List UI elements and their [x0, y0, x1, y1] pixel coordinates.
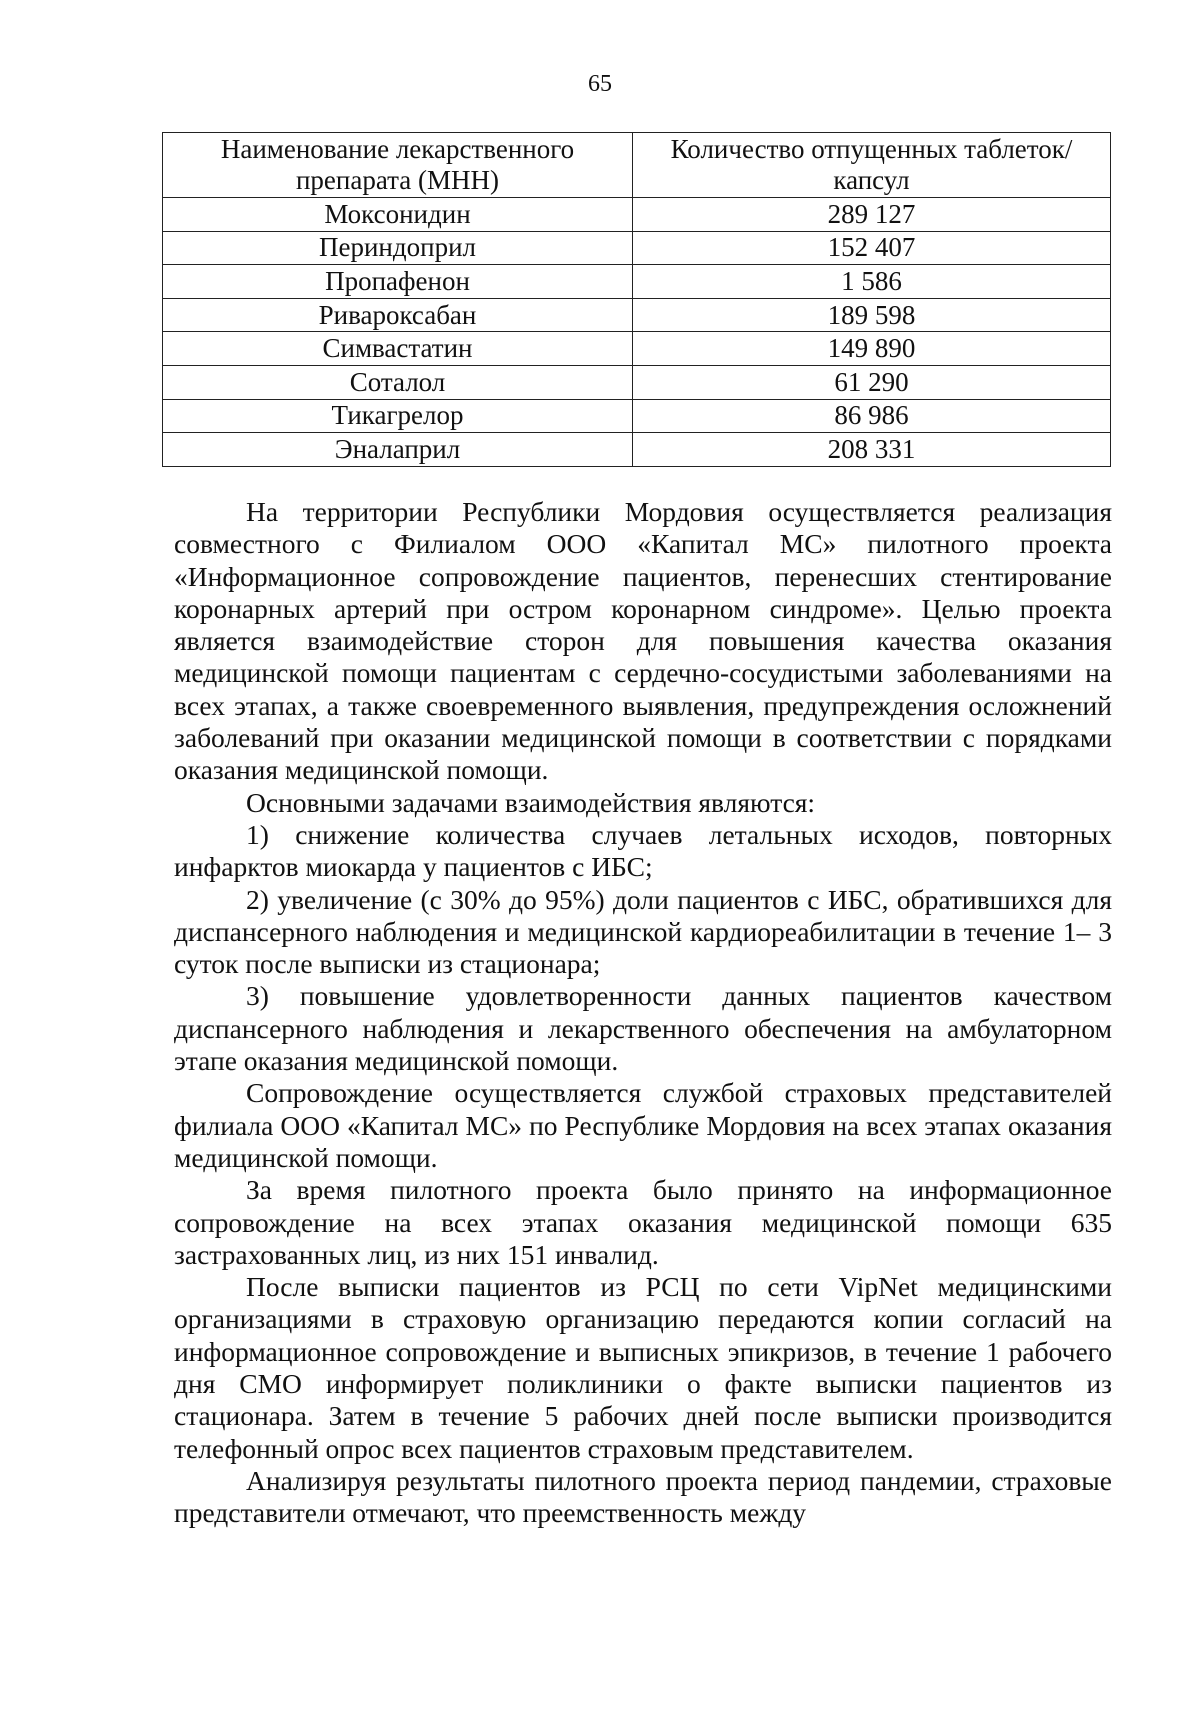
table-row: [163, 399, 1111, 433]
paragraph-support-service: Сопровождение осуществляется службой страховых представителей филиала ООО «Капитал МС» по Республике Мордовия на всех этапах оказания медицинской помощи.: [174, 1077, 1112, 1173]
paragraph-pilot-results: За время пилотного проекта было принято на информационное сопровождение на всех этапах оказания медицинской помощи 635 застрахованных лиц, из них 151 инвалид.: [174, 1174, 1112, 1270]
drug-name-cell: Эналаприл: [163, 433, 633, 467]
drug-name-cell: Пропафенон: [163, 265, 633, 299]
drug-name-cell: Моксонидин: [163, 198, 633, 232]
paragraph-task-2: 2) увеличение (с 30% до 95%) доли пациентов с ИБС, обратившихся для диспансерного наблюдения и медицинской кардиореабилитации в течение 1– 3 суток после выписки из стационара;: [174, 883, 1112, 980]
paragraph-project-intro: На территории Республики Мордовия осуществляется реализация совместного с Филиалом ООО «Капитал МС» пилотного проекта «Информационное сопровождение пациентов, перенесших стентирование коронарных артерий при остром коронарном синдроме». Целью проекта является взаимодействие сторон для повышения качества оказания медицинской помощи пациентам с сердечно-сосудистыми заболеваниями на всех этапах, а также своевременного выявления, предупреждения осложнений заболеваний при оказании медицинской помощи в соответствии с порядками оказания медицинской помощи.: [174, 496, 1112, 786]
table-row: [163, 365, 1111, 399]
paragraph-task-1: 1) снижение количества случаев летальных исходов, повторных инфарктов миокарда у пациентов с ИБС;: [174, 818, 1112, 883]
quantity-cell: 152 407: [633, 231, 1111, 265]
page-number: 65: [588, 71, 612, 97]
table-row: [163, 298, 1111, 332]
quantity-cell: 149 890: [633, 332, 1111, 366]
paragraph-pandemic-analysis: Анализируя результаты пилотного проекта период пандемии, страховые представители отмечают, что преемственность между: [174, 1464, 1112, 1529]
table-row: [163, 433, 1111, 467]
quantity-cell: 86 986: [633, 399, 1111, 433]
table-row: [163, 332, 1111, 366]
body-text: [174, 496, 1112, 1530]
table-row: [163, 265, 1111, 299]
header-quantity: Количество отпущенных таблеток/капсул: [633, 133, 1111, 198]
paragraph-tasks-heading: Основными задачами взаимодействия являются:: [246, 786, 816, 818]
drug-name-cell: Периндоприл: [163, 231, 633, 265]
quantity-cell: 61 290: [633, 365, 1111, 399]
paragraph-task-3: 3) повышение удовлетворенности данных пациентов качеством диспансерного наблюдения и лекарственного обеспечения на амбулаторном этапе оказания медицинской помощи.: [174, 980, 1112, 1077]
table-row: [163, 231, 1111, 265]
drug-name-cell: Ривароксабан: [163, 298, 633, 332]
quantity-cell: 289 127: [633, 198, 1111, 232]
quantity-cell: 208 331: [633, 433, 1111, 467]
table-header-row: [163, 133, 1111, 198]
header-drug-name: Наименование лекарственного препарата (МНН): [163, 133, 633, 198]
quantity-cell: 1 586: [633, 265, 1111, 299]
drug-dispensing-table: [162, 132, 1111, 467]
paragraph-discharge-process: После выписки пациентов из РСЦ по сети VipNet медицинскими организациями в страховую организацию передаются копии согласий на информационное сопровождение и выписных эпикризов, в течение 1 рабочего дня СМО информирует поликлиники о факте выписки пациентов из стационара. Затем в течение 5 рабочих дней после выписки производится телефонный опрос всех пациентов страховым представителем.: [174, 1271, 1112, 1464]
drug-name-cell: Симвастатин: [163, 332, 633, 366]
drug-name-cell: Соталол: [163, 365, 633, 399]
quantity-cell: 189 598: [633, 298, 1111, 332]
table-row: [163, 198, 1111, 232]
drug-name-cell: Тикагрелор: [163, 399, 633, 433]
